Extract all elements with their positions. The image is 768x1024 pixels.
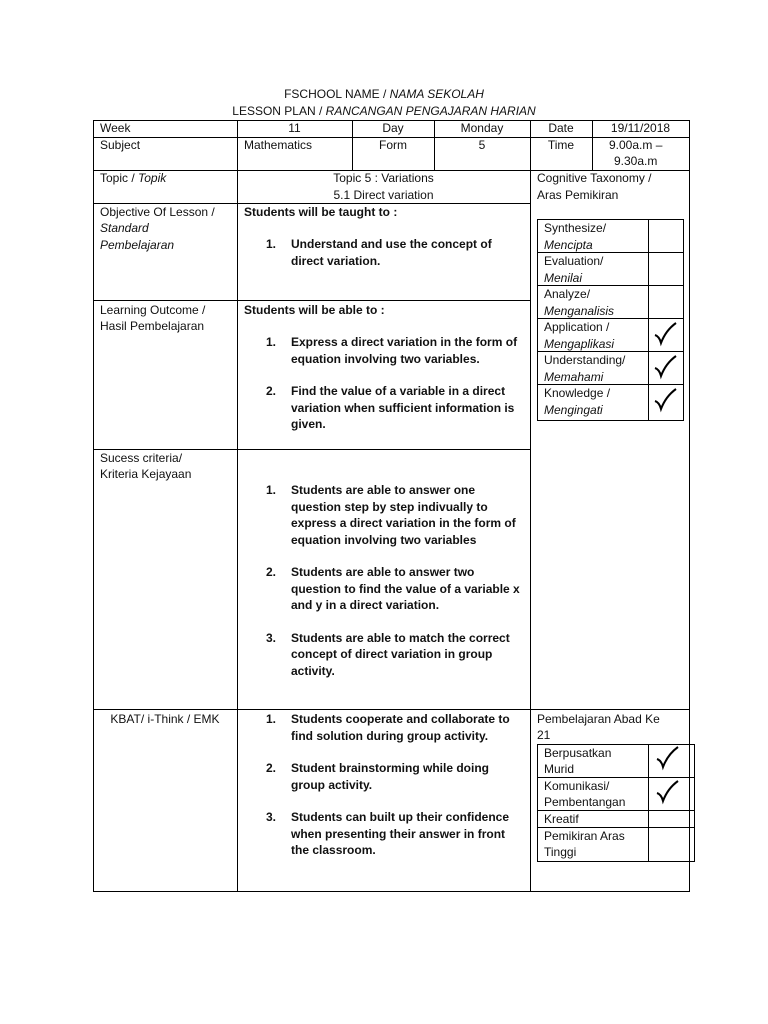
cog-level-ms: Mencipta xyxy=(544,238,593,252)
week-value: 11 xyxy=(288,121,301,135)
cog-table-line xyxy=(683,219,684,421)
form-value: 5 xyxy=(478,138,486,152)
outcome-label: Learning Outcome / xyxy=(100,303,206,317)
objective-label-ms: Standard xyxy=(100,221,149,235)
cog-level-ms: Mengaplikasi xyxy=(544,337,615,351)
abad21-table-line xyxy=(648,744,649,862)
kbat-label: KBAT/ i-Think / EMK xyxy=(110,712,220,726)
row-divider xyxy=(93,709,690,710)
outcome-label-ms: Hasil Pembelajaran xyxy=(100,319,205,333)
list-item: 2. Students are able to answer two question to find the value of a variable x and y in a direct variation. xyxy=(266,565,520,612)
cognitive-title-ms: Aras Pemikiran xyxy=(537,188,619,202)
form-label: Form xyxy=(379,138,407,152)
cog-table-line xyxy=(537,219,538,421)
list-item: 3. Students are able to match the correct concept of direct variation in group activity. xyxy=(266,630,510,678)
abad21-item-2: Murid xyxy=(544,762,575,776)
topic-subtitle: 5.1 Direct variation xyxy=(333,188,434,202)
kbat-list xyxy=(266,711,510,859)
col-divider xyxy=(237,120,238,892)
objective-label: Objective Of Lesson / xyxy=(100,205,215,219)
list-item: 1. Students are able to answer one question step by step indivually to express a direct variation in the form of equation involving two variables xyxy=(266,483,516,547)
criteria-label-ms: Kriteria Kejayaan xyxy=(100,467,192,481)
topic-label-ms: Topik xyxy=(138,171,167,185)
abad21-table-line xyxy=(537,744,538,862)
time-label: Time xyxy=(547,138,575,152)
criteria-list xyxy=(266,482,520,679)
school-name-label: FSCHOOL NAME / xyxy=(284,87,387,101)
cog-level-ms: Menilai xyxy=(544,271,583,285)
row-divider xyxy=(93,300,530,301)
list-item: 1. Students cooperate and collaborate to find solution during group activity. xyxy=(266,712,510,743)
topic-label-en: Topic / xyxy=(100,171,135,185)
date-label: Date xyxy=(548,121,574,135)
outcome-intro: Students will be able to : xyxy=(244,303,385,317)
cog-table-line xyxy=(537,420,684,421)
list-item: 1. Understand and use the concept of direct variation. xyxy=(266,237,492,268)
col-divider xyxy=(530,120,531,892)
outcome-list xyxy=(266,334,517,433)
abad21-table-line xyxy=(537,861,695,862)
subject-label: Subject xyxy=(100,138,141,152)
abad21-title-2: 21 xyxy=(537,728,551,742)
list-item: 3. Students can built up their confidence when presenting their answer in front the classroom. xyxy=(266,810,510,857)
time-value-start: 9.00a.m – xyxy=(609,138,663,152)
cog-level-en: Understanding/ xyxy=(544,353,626,367)
table-border-bottom xyxy=(93,891,690,892)
checkmark-icon xyxy=(652,387,678,413)
time-value-end: 9.30a.m xyxy=(614,154,658,168)
abad21-item: Komunikasi/ xyxy=(544,779,610,793)
topic-title: Topic 5 : Variations xyxy=(333,171,434,185)
abad21-item-2: Pembentangan xyxy=(544,795,626,809)
abad21-item: Pemikiran Aras xyxy=(544,829,625,843)
objective-list xyxy=(266,236,492,269)
cog-level-en: Application / xyxy=(544,320,610,334)
topic-label xyxy=(100,170,166,187)
list-item: 2. Student brainstorming while doing group activity. xyxy=(266,761,489,792)
table-border-left xyxy=(93,120,94,892)
checkmark-icon xyxy=(654,745,680,771)
week-label: Week xyxy=(100,121,131,135)
cog-level-en: Synthesize/ xyxy=(544,221,607,235)
criteria-label: Sucess criteria/ xyxy=(100,451,183,465)
abad21-item: Berpusatkan xyxy=(544,746,612,760)
cog-level-en: Analyze/ xyxy=(544,287,591,301)
school-name-label-ms: NAMA SEKOLAH xyxy=(389,87,484,101)
abad21-table-line xyxy=(694,744,695,862)
checkmark-icon xyxy=(654,779,680,805)
cog-level-ms: Memahami xyxy=(544,370,604,384)
objective-label-ms-2: Pembelajaran xyxy=(100,238,175,252)
list-item: 2. Find the value of a variable in a direct variation when sufficient information is given. xyxy=(266,384,515,431)
lesson-plan-label-ms: RANCANGAN PENGAJARAN HARIAN xyxy=(325,104,536,118)
cog-level-ms: Mengingati xyxy=(544,403,603,417)
list-item: 1. Express a direct variation in the form of equation involving two variables. xyxy=(266,335,518,366)
cognitive-title: Cognitive Taxonomy / xyxy=(537,171,652,185)
day-value: Monday xyxy=(460,121,504,135)
abad21-title: Pembelajaran Abad Ke xyxy=(537,712,660,726)
cog-level-ms: Menganalisis xyxy=(544,304,615,318)
objective-intro: Students will be taught to : xyxy=(244,205,398,219)
cog-table-line xyxy=(648,219,649,421)
day-label: Day xyxy=(382,121,404,135)
cog-level-en: Knowledge / xyxy=(544,386,611,400)
date-value: 19/11/2018 xyxy=(610,121,671,135)
cog-level-en: Evaluation/ xyxy=(544,254,604,268)
abad21-item-2: Tinggi xyxy=(544,845,577,859)
checkmark-icon xyxy=(652,321,678,347)
checkmark-icon xyxy=(652,354,678,380)
lesson-plan-label: LESSON PLAN / xyxy=(232,104,323,118)
abad21-item: Kreatif xyxy=(544,812,579,826)
subject-value: Mathematics xyxy=(244,138,313,152)
